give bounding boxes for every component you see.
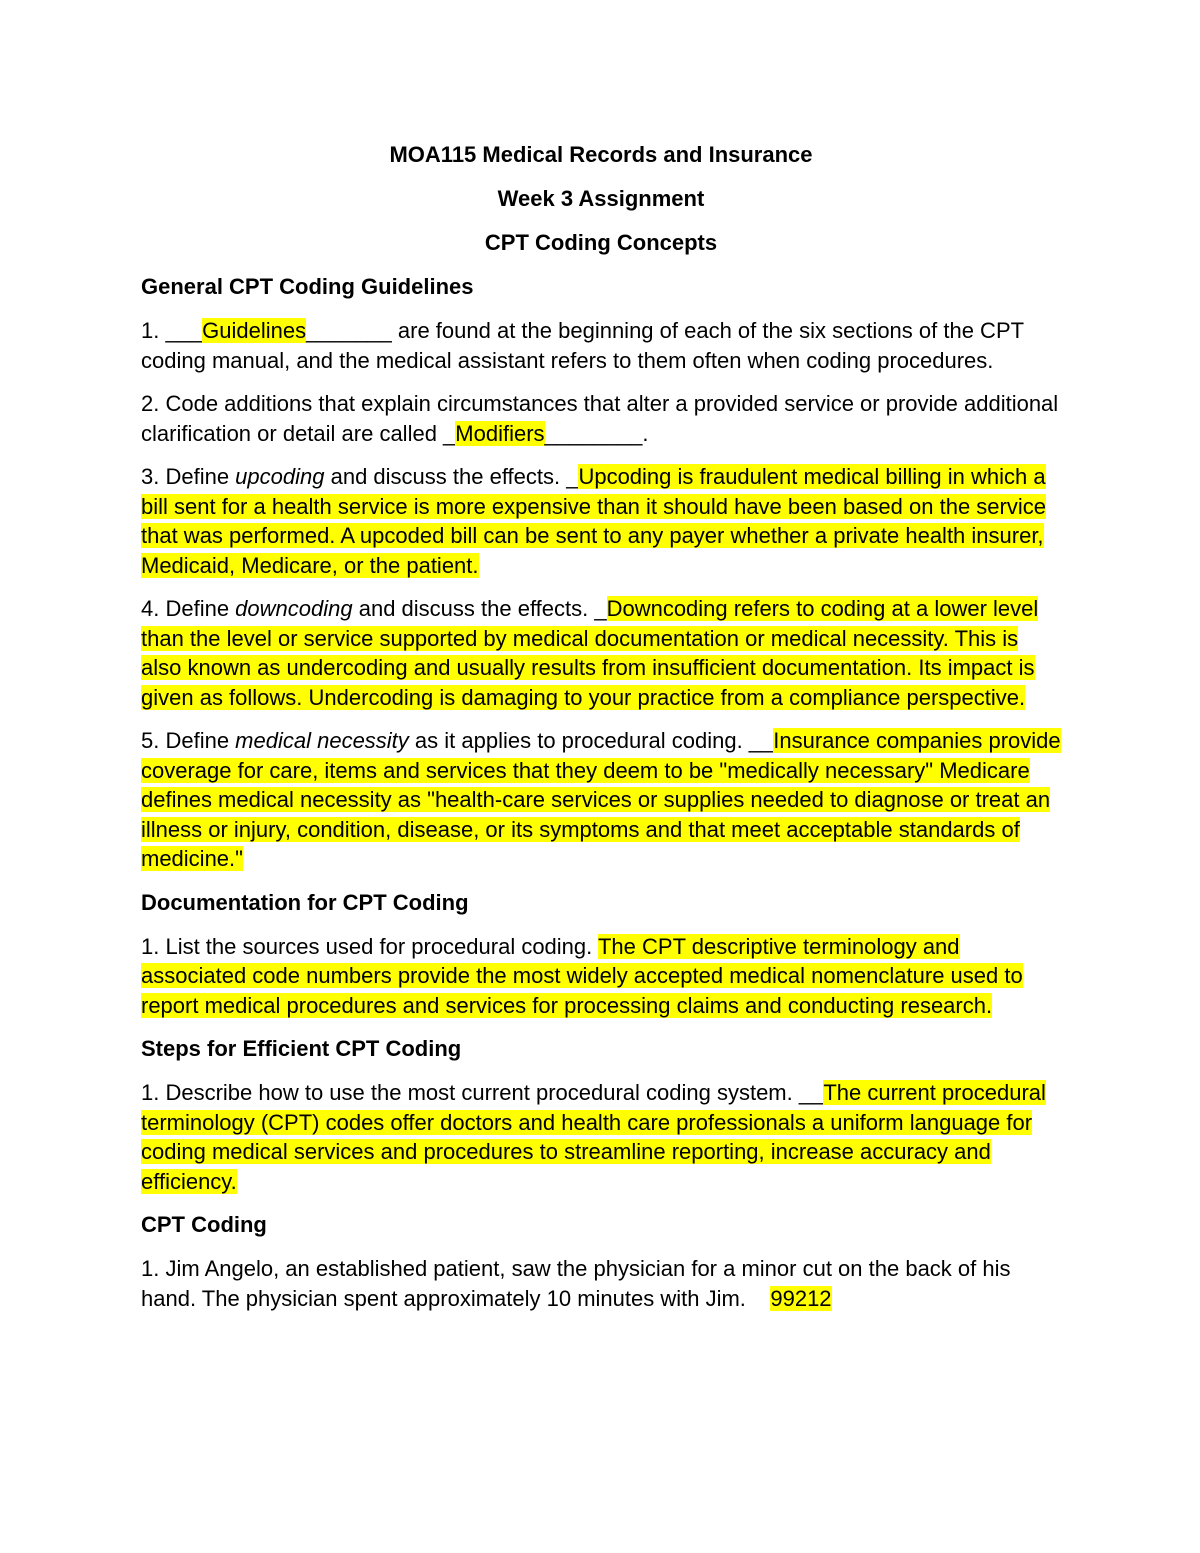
term-italic: medical necessity: [235, 728, 409, 753]
question-text: and discuss the effects. _: [352, 596, 607, 621]
question-cpt-1: [141, 1254, 1061, 1313]
question-general-1: [141, 316, 1061, 375]
answer-highlight: Guidelines: [202, 318, 307, 343]
question-text: 1. ___: [141, 318, 203, 343]
section-heading-steps: Steps for Efficient CPT Coding: [141, 1036, 462, 1061]
question-general-3: [141, 462, 1061, 580]
term-italic: downcoding: [235, 596, 353, 621]
question-text: 4. Define: [141, 596, 236, 621]
question-text: 1. Jim Angelo, an established patient, saw the physician for a minor cut on the back of his hand. The physician spent approximately 10 minutes with Jim.: [141, 1256, 1011, 1311]
answer-highlight: Upcoding is fraudulent medical billing in which a bill sent for a health service is more expensive than it should have been based on the service that was performed. A upcoded bill can be sent to any payer whether a private health insurer, Medicaid, Medicare, or the patient.: [141, 464, 1046, 578]
question-general-4: [141, 594, 1061, 712]
topic-title: CPT Coding Concepts: [484, 230, 718, 255]
question-text: _______ are found at the beginning of each of the six sections of the CPT coding manual, and the medical assistant refers to them often when coding procedures.: [141, 318, 1024, 373]
question-text: 1. List the sources used for procedural coding.: [141, 933, 598, 959]
answer-highlight: Downcoding refers to coding at a lower level than the level or service supported by medical documentation or medical necessity. This is also known as undercoding and usually results from insufficient documentation. Its impact is given as follows. Undercoding is damaging to your practice from a compliance perspective.: [141, 596, 1039, 710]
answer-highlight: Insurance companies provide coverage for care, items and services that they deem to be "medically necessary" Medicare defines medical necessity as "health-care services or supplies needed to diagnose or treat an illness or injury, condition, disease, or its symptoms and that meet acceptable standards of medicine.": [141, 728, 1061, 871]
answer-highlight: The CPT descriptive terminology and associated code numbers provide the most widely accepted medical nomenclature used to report medical procedures and services for processing claims and conducting research.: [141, 933, 1023, 1018]
section-heading-cpt: CPT Coding: [141, 1212, 267, 1237]
question-text: 2. Code additions that explain circumstances that alter a provided service or provide additional clarification or detail are called _: [141, 391, 1059, 446]
question-text: ________.: [544, 420, 649, 446]
question-general-2: [141, 389, 1061, 448]
assignment-title: Week 3 Assignment: [497, 186, 705, 211]
question-steps-1: [141, 1078, 1061, 1196]
term-italic: upcoding: [235, 464, 325, 489]
document-page: [141, 140, 1061, 1327]
question-documentation-1: [141, 932, 1061, 1021]
section-heading-general: General CPT Coding Guidelines: [141, 274, 474, 299]
question-text: 1. Describe how to use the most current procedural coding system. __: [141, 1080, 824, 1105]
question-text: 3. Define: [141, 464, 236, 489]
course-title: MOA115 Medical Records and Insurance: [389, 142, 813, 167]
answer-highlight: Modifiers: [455, 420, 545, 446]
section-heading-documentation: Documentation for CPT Coding: [141, 889, 469, 915]
question-text: as it applies to procedural coding. __: [408, 728, 774, 753]
answer-highlight: 99212: [770, 1285, 832, 1311]
question-general-5: [141, 726, 1061, 874]
question-text: 5. Define: [141, 728, 236, 753]
answer-highlight: The current procedural terminology (CPT) codes offer doctors and health care professionals a uniform language for coding medical services and procedures to streamline reporting, increase accuracy and efficiency.: [141, 1080, 1046, 1194]
question-text: and discuss the effects. _: [324, 464, 579, 489]
